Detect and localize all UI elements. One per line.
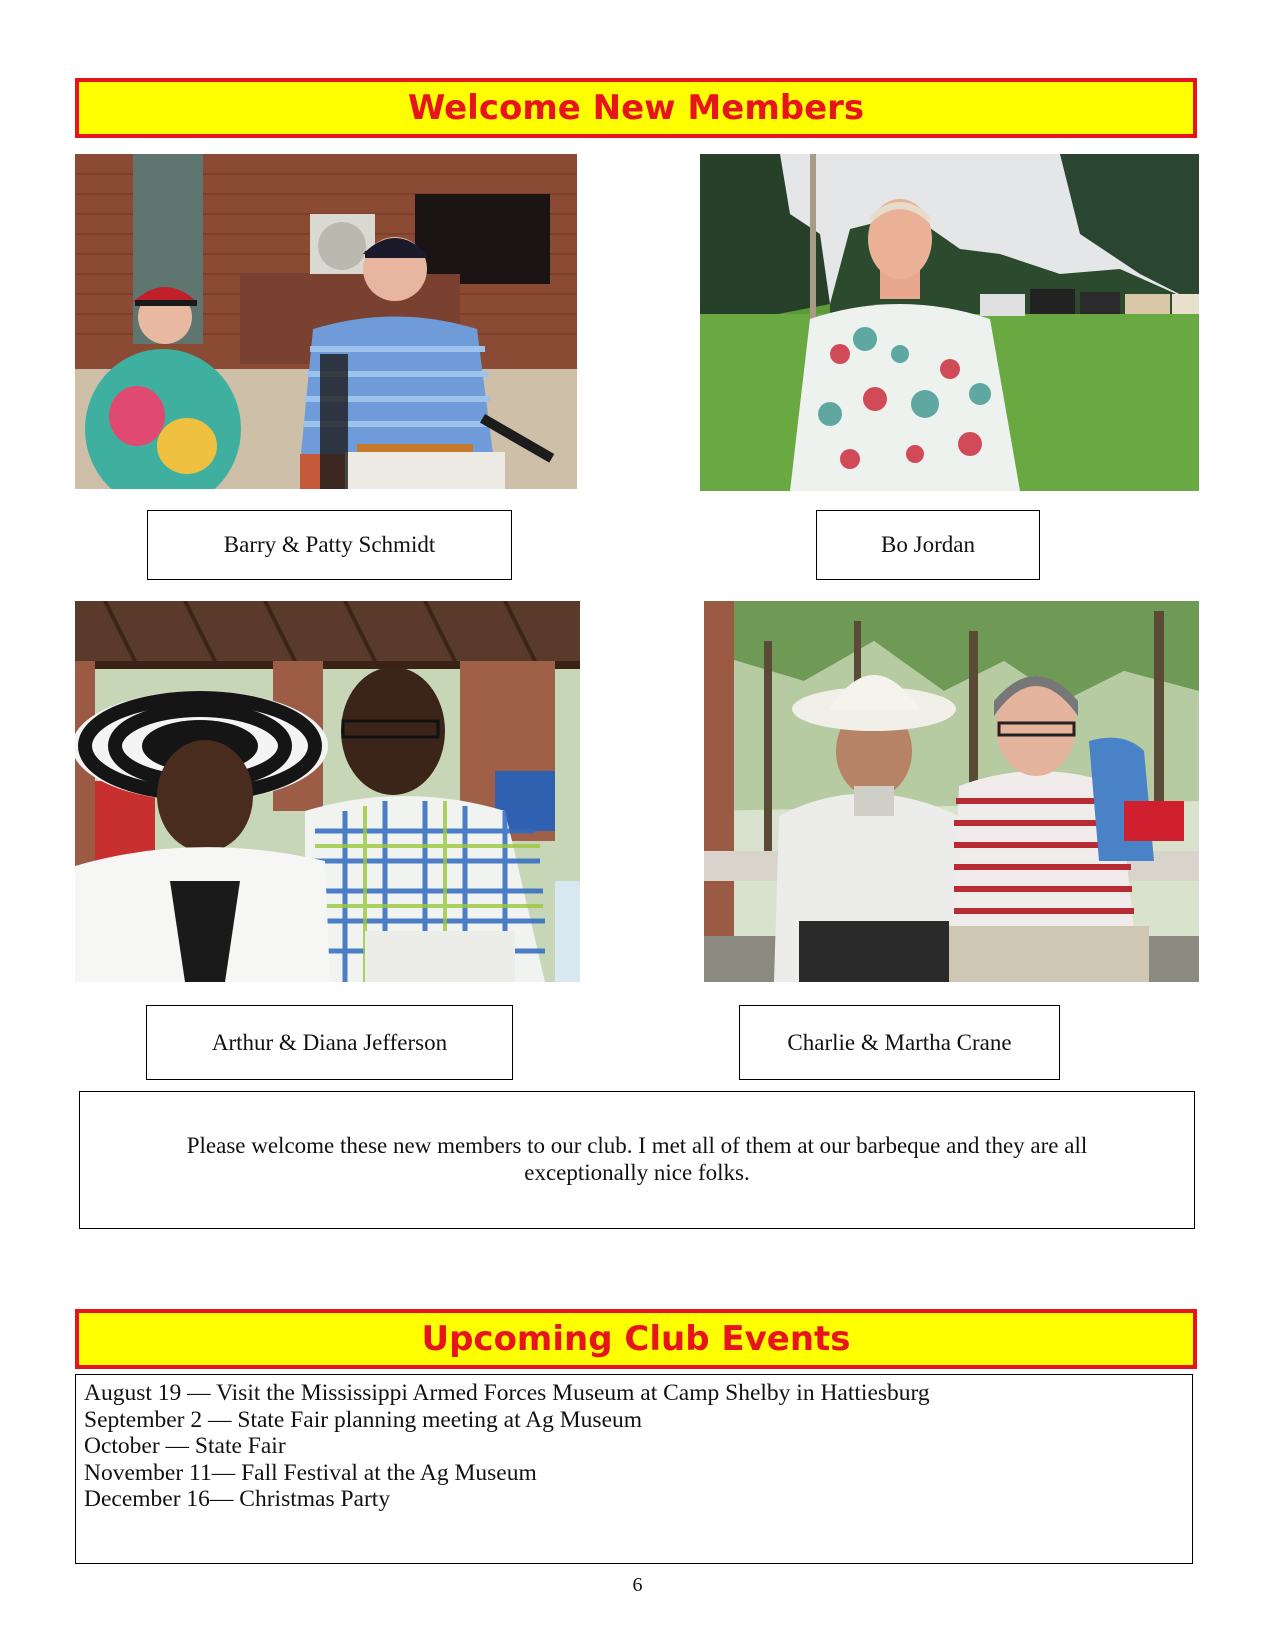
page-number: 6 — [632, 1574, 643, 1596]
event-item: September 2 — State Fair planning meeting at Ag Museum — [84, 1406, 643, 1433]
events-title: Upcoming Club Events — [421, 1319, 851, 1359]
photo-crane — [704, 601, 1199, 982]
caption-jefferson: Arthur & Diana Jefferson — [146, 1005, 513, 1080]
welcome-title: Welcome New Members — [407, 88, 865, 128]
photo-jefferson — [75, 601, 580, 982]
caption-jordan: Bo Jordan — [816, 510, 1040, 580]
event-item: October — State Fair — [84, 1433, 286, 1459]
caption-schmidt: Barry & Patty Schmidt — [147, 510, 512, 580]
event-item: December 16— Christmas Party — [84, 1486, 391, 1512]
welcome-banner — [75, 78, 1197, 138]
welcome-note: Please welcome these new members to our club. I met all of them at our barbeque and they are all exceptionally nice folks. — [79, 1091, 1195, 1229]
events-banner — [75, 1309, 1197, 1369]
photo-jordan — [700, 154, 1199, 491]
caption-crane: Charlie & Martha Crane — [739, 1005, 1060, 1080]
event-item: August 19 — Visit the Mississippi Armed Forces Museum at Camp Shelby in Hattiesburg — [84, 1380, 930, 1406]
events-list — [75, 1374, 1193, 1564]
photo-schmidt — [75, 154, 577, 489]
event-item: November 11— Fall Festival at the Ag Museum — [84, 1459, 537, 1486]
